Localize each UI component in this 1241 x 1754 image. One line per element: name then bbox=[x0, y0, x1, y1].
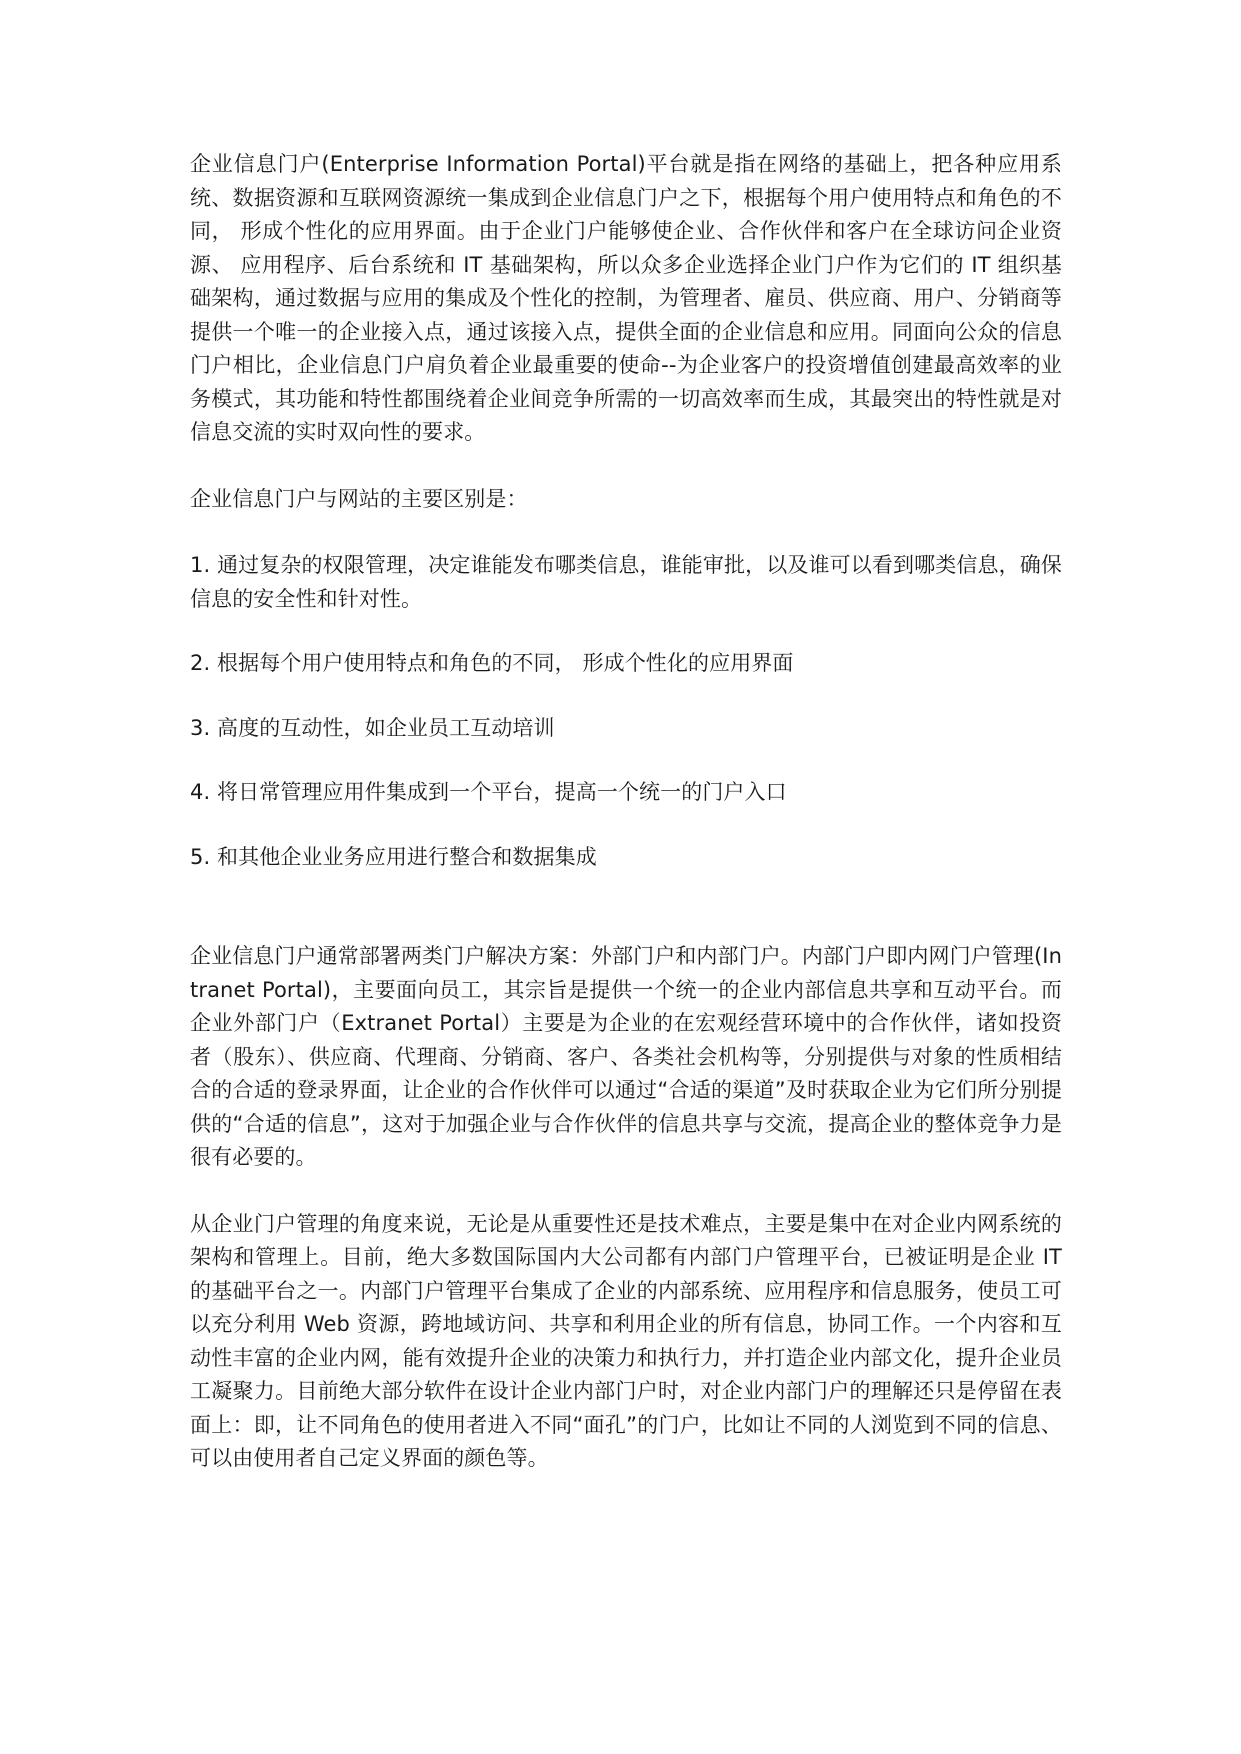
list-item-number: 3. bbox=[190, 715, 211, 740]
list-item-text: 将日常管理应用件集成到一个平台，提高一个统一的门户入口 bbox=[217, 780, 787, 804]
intro-paragraph: 企业信息门户(Enterprise Information Portal)平台就是指在网络的基础上，把各种应用系统、数据资源和互联网资源统一集成到企业信息门户之下，根据每个用户使用特点和角色的不同， 形成个性化的应用界面。由于企业门户能够使企业、合作伙伴和客户在全球访问企业资源、 应用程序、后台系统和 IT 基础架构，所以众多企业选择企业门户作为它们的 IT 组织基础架构，通过数据与应用的集成及个性化的控制，为管理者、雇员、供应商、用户、分销商等提供一个唯一的企业接入点，通过该接入点，提供全面的企业信息和应用。同面向公众的信息门户相比，企业信息门户肩负着企业最重要的使命--为企业客户的投资增值创建最高效率的业务模式，其功能和特性都围绕着企业间竞争所需的一切高效率而生成，其最突出的特性就是对信息交流的实时双向性的要求。 bbox=[190, 152, 1062, 444]
list-item-number: 2. bbox=[190, 651, 211, 675]
list-item bbox=[190, 647, 1062, 681]
list-item-number: 1. bbox=[190, 553, 211, 577]
list-item-text: 根据每个用户使用特点和角色的不同， 形成个性化的应用界面 bbox=[217, 651, 794, 675]
list-item bbox=[190, 776, 1062, 810]
list-item-text: 高度的互动性，如企业员工互动培训 bbox=[217, 715, 555, 740]
list-item-number: 5. bbox=[190, 844, 211, 869]
list-item-number: 4. bbox=[190, 780, 211, 804]
differences-heading: 企业信息门户与网站的主要区别是： bbox=[190, 486, 528, 511]
differences-list bbox=[190, 549, 1062, 874]
list-item bbox=[190, 549, 1062, 616]
list-item bbox=[190, 841, 1062, 875]
portal-types-paragraph: 企业信息门户通常部署两类门户解决方案：外部门户和内部门户。内部门户即内网门户管理(Intranet Portal)，主要面向员工，其宗旨是提供一个统一的企业内部信息共享和互动平台。而企业外部门户（Extranet Portal）主要是为企业的在宏观经营环境中的合作伙伴，诸如投资者（股东）、供应商、代理商、分销商、客户、各类社会机构等，分别提供与对象的性质相结合的合适的登录界面，让企业的合作伙伴可以通过“合适的渠道”及时获取企业为它们所分别提供的“合适的信息”，这对于加强企业与合作伙伴的信息共享与交流，提高企业的整体竞争力是很有必要的。 bbox=[190, 944, 1062, 1169]
document-body bbox=[190, 148, 1062, 1476]
list-item-text: 和其他企业业务应用进行整合和数据集成 bbox=[217, 844, 597, 869]
list-item-text: 通过复杂的权限管理，决定谁能发布哪类信息，谁能审批，以及谁可以看到哪类信息，确保信息的安全性和针对性。 bbox=[190, 553, 1063, 611]
list-item bbox=[190, 712, 1062, 746]
management-paragraph: 从企业门户管理的角度来说，无论是从重要性还是技术难点，主要是集中在对企业内网系统的架构和管理上。目前，绝大多数国际国内大公司都有内部门户管理平台，已被证明是企业 IT 的基础平台之一。内部门户管理平台集成了企业的内部系统、应用程序和信息服务，使员工可以充分利用 Web 资源，跨地域访问、共享和利用企业的所有信息，协同工作。一个内容和互动性丰富的企业内网，能有效提升企业的决策力和执行力，并打造企业内部文化，提升企业员工凝聚力。目前绝大部分软件在设计企业内部门户时，对企业内部门户的理解还只是停留在表面上：即，让不同角色的使用者进入不同“面孔”的门户，比如让不同的人浏览到不同的信息、可以由使用者自己定义界面的颜色等。 bbox=[190, 1211, 1062, 1470]
